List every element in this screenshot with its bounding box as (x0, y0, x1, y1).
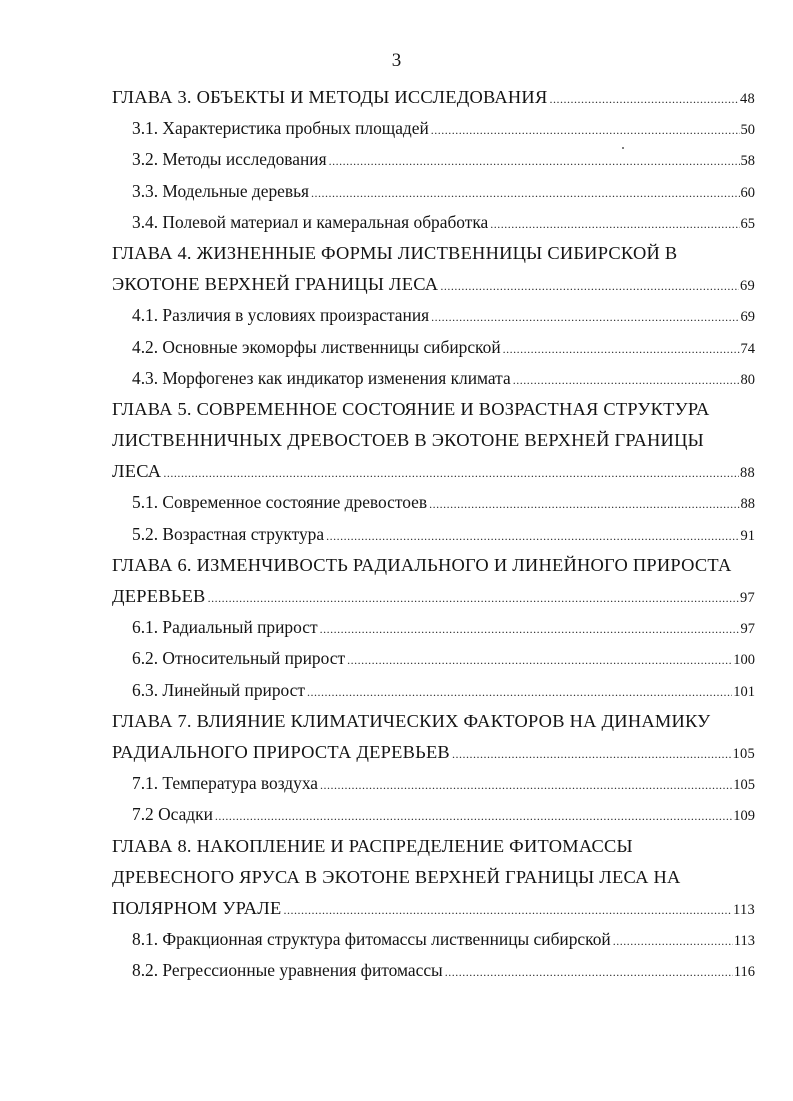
toc-section-6-2[interactable] (112, 643, 755, 674)
toc-dot-leader (490, 209, 739, 240)
toc-page-number: 74 (740, 340, 755, 357)
toc-page-number: 116 (733, 964, 755, 981)
toc-page-number: 69 (740, 309, 755, 326)
toc-entry-title: ГЛАВА 5. СОВРЕМЕННОЕ СОСТОЯНИЕ И ВОЗРАСТНАЯ СТРУКТУРА (112, 398, 710, 419)
toc-entry-title: 7.2 Осадки (132, 804, 213, 825)
toc-section-5-1[interactable] (112, 487, 755, 518)
toc-page-number: 69 (740, 278, 755, 295)
toc-page-number: 58 (740, 153, 755, 170)
toc-section-8-2[interactable] (112, 955, 755, 986)
toc-entry-title: 6.3. Линейный прирост (132, 679, 305, 700)
toc-dot-leader (329, 146, 740, 177)
toc-entry-title: 3.4. Полевой материал и камеральная обработка (132, 211, 489, 232)
toc-dot-leader (431, 115, 740, 146)
toc-chapter-8-line-1[interactable] (112, 831, 755, 862)
toc-entry-title: ГЛАВА 6. ИЗМЕНЧИВОСТЬ РАДИАЛЬНОГО И ЛИНЕЙНОГО ПРИРОСТА (112, 554, 732, 575)
toc-page-number: 101 (733, 683, 755, 700)
toc-dot-leader (320, 770, 732, 801)
toc-dot-leader (549, 84, 739, 115)
toc-page-number: 97 (740, 590, 755, 606)
toc-dot-leader (208, 583, 739, 614)
toc-entry-title: ПОЛЯРНОМ УРАЛЕ (112, 897, 282, 918)
toc-page-number: 48 (740, 91, 755, 107)
toc-chapter-6-line-1[interactable] (112, 550, 755, 581)
toc-page-number: 88 (740, 465, 755, 482)
toc-section-4-1[interactable] (112, 300, 755, 331)
toc-dot-leader (431, 302, 739, 333)
toc-dot-leader (440, 271, 739, 302)
toc-entry-title: ДЕРЕВЬЕВ (112, 586, 206, 606)
toc-entry-title: 3.2. Методы исследования (132, 149, 327, 170)
toc-chapter-8-line-2[interactable] (112, 862, 755, 893)
toc-section-3-2[interactable] (112, 144, 755, 175)
toc-section-3-4[interactable] (112, 207, 755, 238)
toc-dot-leader (429, 489, 739, 520)
toc-entry-title: 8.2. Регрессионные уравнения фитомассы (132, 960, 443, 981)
toc-dot-leader (613, 926, 733, 957)
toc-page-number: 60 (740, 184, 755, 201)
toc-chapter-6-line-2[interactable] (112, 581, 755, 612)
toc-entry-title: 3.3. Модельные деревья (132, 180, 310, 201)
toc-section-6-1[interactable] (112, 612, 755, 643)
toc-page-number: 65 (740, 215, 755, 232)
toc-page-number: 109 (733, 808, 755, 825)
table-of-contents (112, 82, 755, 986)
toc-dot-leader (347, 645, 732, 676)
toc-entry-title: ГЛАВА 7. ВЛИЯНИЕ КЛИМАТИЧЕСКИХ ФАКТОРОВ НА ДИНАМИКУ (112, 710, 711, 731)
toc-entry-title: 7.1. Температура воздуха (132, 773, 319, 794)
toc-dot-leader (307, 677, 732, 708)
toc-dot-leader (311, 178, 739, 209)
toc-page-number: 113 (733, 901, 755, 918)
toc-section-3-3[interactable] (112, 176, 755, 207)
toc-chapter-4-line-2[interactable] (112, 269, 755, 300)
toc-chapter-4-line-1[interactable] (112, 238, 755, 269)
toc-chapter-3[interactable] (112, 82, 755, 113)
toc-dot-leader (320, 614, 740, 645)
toc-entry-title: ЭКОТОНЕ ВЕРХНЕЙ ГРАНИЦЫ ЛЕСА (112, 274, 439, 295)
toc-dot-leader (445, 957, 733, 988)
toc-entry-title: ЛИСТВЕННИЧНЫХ ДРЕВОСТОЕВ В ЭКОТОНЕ ВЕРХНЕЙ ГРАНИЦЫ (112, 430, 704, 451)
toc-page-number: 91 (740, 527, 755, 544)
toc-dot-leader (215, 801, 732, 832)
toc-section-4-3[interactable] (112, 363, 755, 394)
toc-section-3-1[interactable] (112, 113, 755, 144)
toc-section-4-2[interactable] (112, 332, 755, 363)
toc-chapter-5-line-1[interactable] (112, 394, 755, 425)
toc-chapter-7-line-2[interactable] (112, 737, 755, 768)
toc-chapter-5-line-3[interactable] (112, 456, 755, 487)
toc-dot-leader (284, 895, 733, 926)
toc-page-number: 105 (732, 745, 755, 762)
toc-entry-title: РАДИАЛЬНОГО ПРИРОСТА ДЕРЕВЬЕВ (112, 741, 450, 762)
toc-entry-title: 5.1. Современное состояние древостоев (132, 492, 428, 513)
toc-entry-title: ЛЕСА (112, 461, 162, 482)
toc-chapter-5-line-2[interactable] (112, 425, 755, 456)
toc-entry-title: 6.1. Радиальный прирост (132, 617, 318, 638)
toc-entry-title: 4.3. Морфогенез как индикатор изменения климата (132, 367, 511, 388)
toc-dot-leader (503, 334, 740, 365)
page-number: 3 (391, 50, 402, 71)
toc-entry-title: 4.1. Различия в условиях произрастания (132, 305, 430, 326)
toc-section-7-2[interactable] (112, 799, 755, 830)
toc-page-number: 88 (740, 496, 755, 513)
toc-entry-title: 5.2. Возрастная структура (132, 523, 325, 544)
toc-entry-title: ГЛАВА 8. НАКОПЛЕНИЕ И РАСПРЕДЕЛЕНИЕ ФИТОМАССЫ (112, 835, 633, 856)
toc-section-8-1[interactable] (112, 924, 755, 955)
toc-entry-title: ГЛАВА 4. ЖИЗНЕННЫЕ ФОРМЫ ЛИСТВЕННИЦЫ СИБИРСКОЙ В (112, 242, 678, 263)
toc-dot-leader (163, 458, 739, 489)
toc-chapter-8-line-3[interactable] (112, 893, 755, 924)
toc-section-6-3[interactable] (112, 675, 755, 706)
toc-chapter-7-line-1[interactable] (112, 706, 755, 737)
toc-page-number: 50 (740, 122, 755, 139)
toc-section-5-2[interactable] (112, 519, 755, 550)
toc-page-number: 80 (740, 371, 755, 388)
toc-entry-title: 6.2. Относительный прирост (132, 648, 346, 669)
toc-entry-title: 3.1. Характеристика пробных площадей (132, 118, 429, 139)
toc-dot-leader (326, 521, 739, 552)
toc-section-7-1[interactable] (112, 768, 755, 799)
toc-dot-leader (513, 365, 740, 396)
toc-entry-title: 8.1. Фракционная структура фитомассы лиственницы сибирской (132, 929, 611, 950)
toc-page-number: 113 (733, 933, 755, 950)
toc-page-number: 97 (740, 621, 755, 638)
toc-entry-title: ГЛАВА 3. ОБЪЕКТЫ И МЕТОДЫ ИССЛЕДОВАНИЯ (112, 87, 548, 107)
toc-entry-title: 4.2. Основные экоморфы лиственницы сибирской (132, 336, 501, 357)
toc-page-number: 105 (733, 777, 755, 794)
toc-dot-leader (452, 739, 732, 770)
toc-page-number: 100 (733, 652, 755, 669)
toc-entry-title: ДРЕВЕСНОГО ЯРУСА В ЭКОТОНЕ ВЕРХНЕЙ ГРАНИЦЫ ЛЕСА НА (112, 866, 681, 887)
